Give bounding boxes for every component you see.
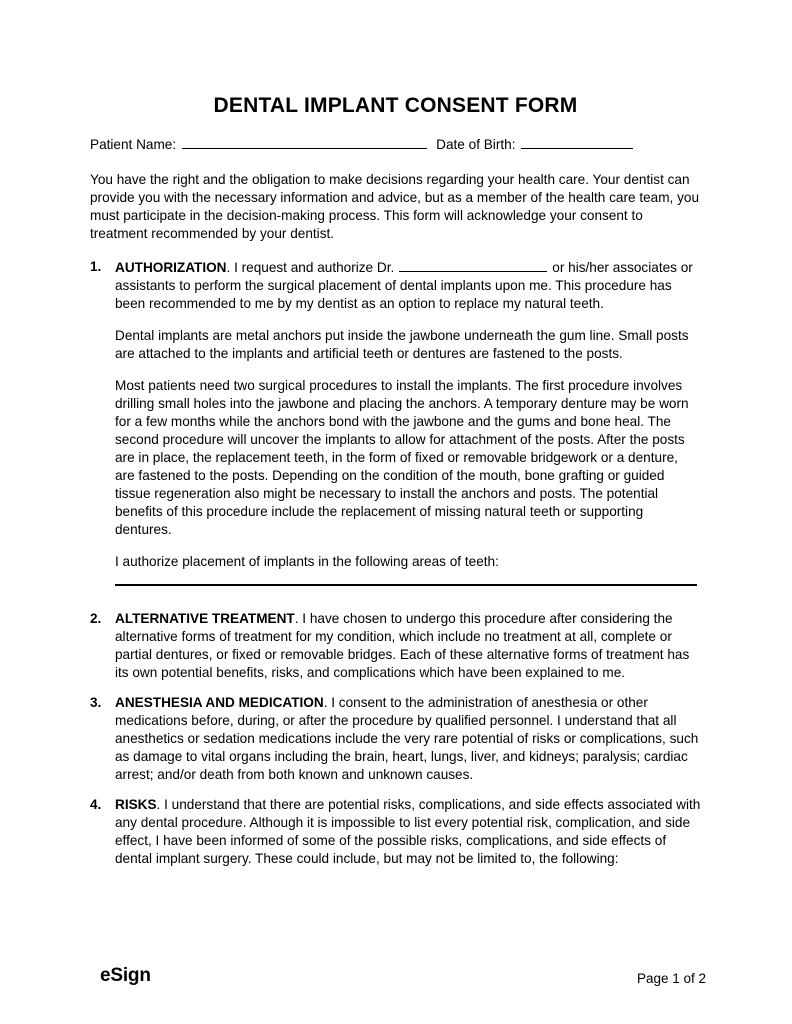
intro-paragraph: You have the right and the obligation to make decisions regarding your health care. Your dentist can provide you with the necessary information and advice, but as a member of the health care team, you must participate in the decision-making process. This form will acknowledge your consent to treatment recommended by your dentist.	[90, 172, 700, 241]
authorization-text-before-blank: . I request and authorize Dr.	[226, 260, 395, 275]
section-body	[115, 796, 701, 868]
section-number: 2.	[90, 611, 102, 626]
patient-name-blank[interactable]	[182, 135, 427, 149]
dob-label: Date of Birth:	[436, 137, 516, 152]
section-heading: ALTERNATIVE TREATMENT	[115, 611, 295, 626]
section-anesthesia-medication	[90, 694, 701, 784]
section-heading: AUTHORIZATION	[115, 260, 227, 275]
section-heading: RISKS	[115, 797, 157, 812]
patient-name-label: Patient Name:	[90, 137, 177, 152]
patient-info-row	[90, 135, 701, 155]
section-body	[115, 694, 701, 784]
authorization-text-after-blank: or his/her associates or assistants to perform the surgical placement of dental implants upon me. This procedure has been recommended to me by my dentist as an option to replace my natural teeth.	[115, 260, 693, 311]
implants-description-paragraph: Dental implants are metal anchors put inside the jawbone underneath the gum line. Small posts are attached to the implants and artificial teeth or dentures are fastened to the posts.	[115, 328, 689, 361]
section-number: 1.	[90, 259, 102, 274]
anesthesia-text: . I consent to the administration of anesthesia or other medications before, during, or after the procedure by qualified personnel. I understand that all anesthetics or sedation medications include the very rare potential of risks or complications, such as damage to vital organs including the brain, heart, lungs, liver, and kidneys; paralysis; cardiac arrest; and/or death from both known and unknown causes.	[115, 695, 699, 782]
dob-blank[interactable]	[521, 135, 633, 149]
authorization-paragraph	[115, 258, 701, 313]
authorize-areas-paragraph: I authorize placement of implants in the following areas of teeth:	[115, 554, 499, 569]
section-body	[115, 610, 701, 682]
risks-text: . I understand that there are potential risks, complications, and side effects associated with any dental procedure. Although it is impossible to list every potential risk, complication, and side effect, I have been informed of some of the possible risks, complications, and side effects of dental implant surgery. These could include, but may not be limited to, the following:	[115, 797, 701, 866]
section-body	[115, 258, 701, 571]
teeth-areas-writein-line[interactable]	[115, 584, 697, 586]
section-number: 4.	[90, 797, 102, 812]
section-number: 3.	[90, 695, 102, 710]
risks-paragraph	[115, 796, 701, 868]
procedure-description-paragraph: Most patients need two surgical procedures to install the implants. The first procedure involves drilling small holes into the jawbone and placing the anchors. A temporary denture may be worn for a few months while the anchors bond with the jawbone and the gums and bone heal. The second procedure will uncover the implants to allow for attachment of the posts. After the posts are in place, the replacement teeth, in the form of fixed or removable bridgework or a denture, are fastened to the posts. Depending on the condition of the mouth, bone grafting or guided tissue regeneration also might be necessary to install the anchors and posts. The potential benefits of this procedure include the replacement of missing natural teeth or supporting dentures.	[115, 378, 689, 537]
page-title: DENTAL IMPLANT CONSENT FORM	[213, 94, 578, 117]
section-heading: ANESTHESIA AND MEDICATION	[115, 695, 324, 710]
alternative-treatment-text: . I have chosen to undergo this procedure after considering the alternative forms of treatment for my condition, which include no treatment at all, complete or partial dentures, or fixed or removable bridges. Each of these alternative forms of treatment has its own potential benefits, risks, and complications which have been explained to me.	[115, 611, 690, 680]
section-authorization	[90, 258, 701, 571]
alternative-treatment-paragraph	[115, 610, 701, 682]
esign-logo: eSign	[100, 965, 151, 986]
page-number-label: Page 1 of 2	[636, 971, 706, 986]
doctor-name-blank[interactable]	[399, 258, 547, 272]
section-risks	[90, 796, 701, 868]
anesthesia-paragraph	[115, 694, 701, 784]
document-content	[90, 0, 701, 868]
section-alternative-treatment	[90, 610, 701, 682]
